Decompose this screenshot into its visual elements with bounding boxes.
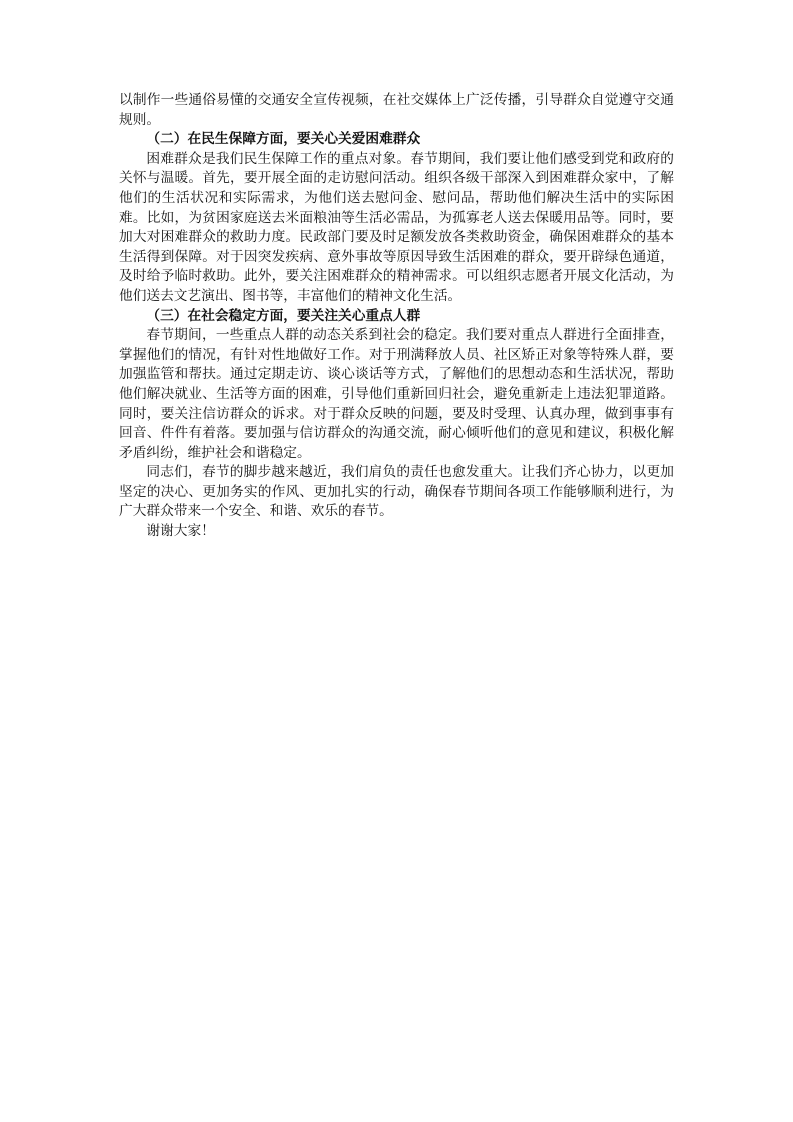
section2-heading: （二）在民生保障方面，要关心关爱困难群众 bbox=[146, 131, 421, 148]
document-page bbox=[119, 91, 674, 542]
section2-paragraph: 困难群众是我们民生保障工作的重点对象。春节期间，我们要让他们感受到党和政府的关怀与温暖。首先，要开展全面的走访慰问活动。组织各级干部深入到困难群众家中，了解他们的生活状况和实际需求，为他们送去慰问金、慰问品，帮助他们解决生活中的实际困难。比如，为贫困家庭送去米面粮油等生活必需品，为孤寡老人送去保暖用品等。同时，要加大对困难群众的救助力度。民政部门要及时足额发放各类救助资金，确保困难群众的基本生活得到保障。对于因突发疾病、意外事故等原因导致生活困难的群众，要开辟绿色通道，及时给予临时救助。此外，要关注困难群众的精神需求。可以组织志愿者开展文化活动，为他们送去文艺演出、图书等，丰富他们的精神文化生活。 bbox=[119, 150, 674, 304]
intro-tail-paragraph: 以制作一些通俗易懂的交通安全宣传视频，在社交媒体上广泛传播，引导群众自觉遵守交通规则。 bbox=[119, 92, 674, 128]
closing-paragraph: 同志们，春节的脚步越来越近，我们肩负的责任也愈发重大。让我们齐心协力，以更加坚定的决心、更加务实的作风、更加扎实的行动，确保春节期间各项工作能够顺利进行，为广大群众带来一个安全、和谐、欢乐的春节。 bbox=[119, 464, 674, 520]
thanks-paragraph: 谢谢大家！ bbox=[146, 523, 215, 540]
section3-heading: （三）在社会稳定方面，要关注关心重点人群 bbox=[146, 307, 421, 324]
section3-paragraph: 春节期间，一些重点人群的动态关系到社会的稳定。我们要对重点人群进行全面排查，掌握他们的情况，有针对性地做好工作。对于刑满释放人员、社区矫正对象等特殊人群，要加强监管和帮扶。通过定期走访、谈心谈话等方式，了解他们的思想动态和生活状况，帮助他们解决就业、生活等方面的困难，引导他们重新回归社会，避免重新走上违法犯罪道路。同时，要关注信访群众的诉求。对于群众反映的问题，要及时受理、认真办理，做到事事有回音、件件有着落。要加强与信访群众的沟通交流，耐心倾听他们的意见和建议，积极化解矛盾纠纷，维护社会和谐稳定。 bbox=[119, 327, 674, 461]
